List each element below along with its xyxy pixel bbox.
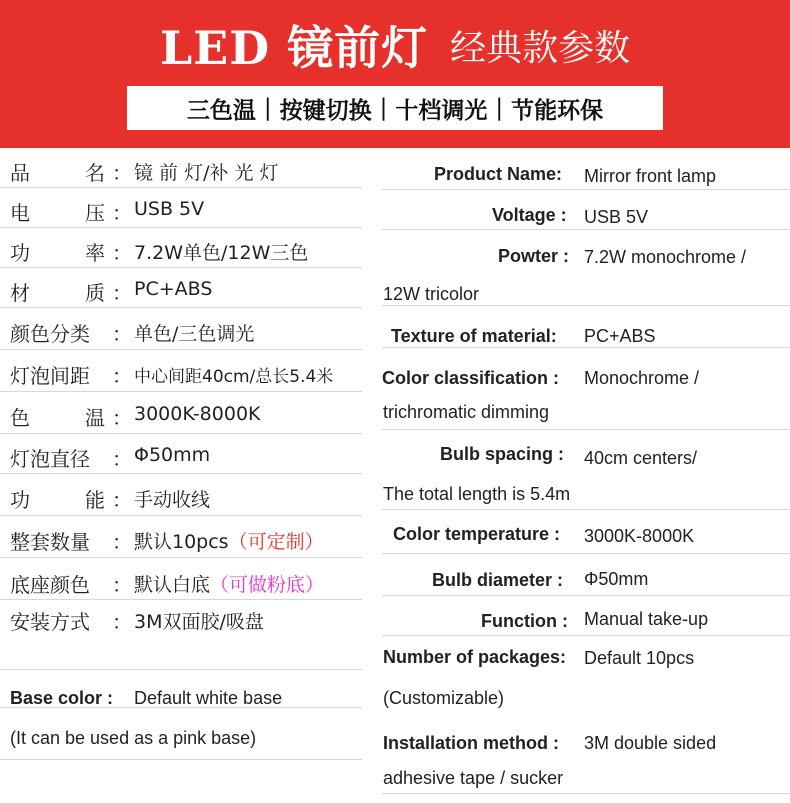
feature-separator: | xyxy=(379,95,388,121)
en-spec-label xyxy=(440,444,564,465)
cn-spec-row xyxy=(0,392,362,434)
colon: ： xyxy=(112,610,132,634)
colon: ： xyxy=(112,364,132,388)
title-main: LED 镜前灯 xyxy=(159,21,429,75)
en-spec-label xyxy=(498,246,569,267)
cn-spec-value: PC+ABS xyxy=(134,278,213,300)
colon: ： xyxy=(112,201,132,225)
cn-spec-row xyxy=(0,600,362,670)
label-char: 名 xyxy=(85,161,105,185)
colon: ： xyxy=(112,530,132,554)
label-char: 材 xyxy=(10,281,30,305)
en-spec-label-text: Powter : xyxy=(498,246,570,266)
cn-spec-value: 镜 前 灯/补 光 灯 xyxy=(134,162,279,184)
en-spec-value: Manual take-up xyxy=(584,609,709,629)
cn-spec-value xyxy=(134,570,324,597)
en-spec-row-cont xyxy=(382,758,790,794)
cn-spec-value: Φ50mm xyxy=(134,444,211,466)
en-spec-row xyxy=(382,190,790,230)
en-spec-row xyxy=(382,554,790,596)
cn-spec-label: 安装方式 xyxy=(10,610,90,634)
cn-spec-label xyxy=(10,402,105,431)
cn-spec-label: 灯泡间距 xyxy=(10,364,90,388)
cn-spec-label xyxy=(10,484,105,513)
feature-item: 三色温 xyxy=(186,97,256,124)
en-spec-value-cont: 12W tricolor xyxy=(383,284,480,304)
en-spec-label xyxy=(434,164,562,185)
en-spec-row xyxy=(382,636,790,676)
en-spec-value: Φ50mm xyxy=(584,569,649,589)
en-spec-label xyxy=(393,524,560,545)
colon: ： xyxy=(112,488,132,512)
en-spec-row xyxy=(382,348,790,388)
cn-spec-value: 3M双面胶/吸盘 xyxy=(134,611,264,633)
en-spec-value: 7.2W monochrome / xyxy=(584,247,747,267)
en-spec-row-cont xyxy=(382,388,790,430)
cn-spec-label xyxy=(10,237,105,266)
feature-item: 节能环保 xyxy=(511,97,604,124)
en-spec-value: 3M double sided xyxy=(584,733,717,753)
cn-spec-label xyxy=(10,277,105,306)
cn-spec-label xyxy=(10,197,105,226)
cn-spec-value-text: 默认10pcs xyxy=(134,531,229,553)
feature-item: 按键切换 xyxy=(279,97,372,124)
label-char: 质 xyxy=(85,281,105,305)
en-spec-row xyxy=(382,430,790,470)
label-char: 率 xyxy=(85,241,105,265)
en-spec-row-cont xyxy=(382,270,790,306)
en-spec-value: 40cm centers/ xyxy=(584,448,698,468)
cn-spec-row xyxy=(0,148,362,188)
label-char: 温 xyxy=(85,406,105,430)
colon: ： xyxy=(112,161,132,185)
en-spec-row xyxy=(382,306,790,348)
label-char: 色 xyxy=(10,406,30,430)
cn-spec-row xyxy=(0,308,362,350)
en-spec-label-text: Product Name: xyxy=(434,164,563,184)
cn-spec-value: USB 5V xyxy=(134,198,205,220)
colon: ： xyxy=(112,241,132,265)
en-spec-label xyxy=(432,570,563,591)
colon: ： xyxy=(112,281,132,305)
cn-spec-row xyxy=(0,516,362,558)
label-char: 电 xyxy=(10,201,30,225)
cn-spec-row xyxy=(0,434,362,474)
en-spec-value-cont: adhesive tape / sucker xyxy=(383,768,564,788)
en-spec-row xyxy=(382,230,790,270)
cn-spec-row xyxy=(0,228,362,268)
cn-spec-note: （可做粉底） xyxy=(210,574,325,596)
cn-spec-label: 底座颜色 xyxy=(10,573,90,597)
cn-spec-value: 中心间距40cm/总长5.4米 xyxy=(134,367,334,387)
en-spec-label-text: Color classification : xyxy=(382,368,560,388)
en-spec-value-cont: trichromatic dimming xyxy=(383,402,550,422)
label-char: 功 xyxy=(10,488,30,512)
en-spec-value: Default white base xyxy=(134,688,283,708)
en-spec-label xyxy=(492,205,567,226)
cn-spec-row xyxy=(0,558,362,600)
cn-spec-value xyxy=(134,527,324,554)
header-banner xyxy=(0,0,790,148)
en-spec-row-cont xyxy=(382,676,790,718)
label-char: 能 xyxy=(85,488,105,512)
colon: ： xyxy=(112,406,132,430)
page-title xyxy=(0,12,790,78)
cn-spec-row xyxy=(0,350,362,392)
en-spec-label xyxy=(481,611,568,632)
en-spec-value: Default 10pcs xyxy=(584,648,695,668)
cn-spec-value: 单色/三色调光 xyxy=(134,323,255,345)
en-spec-label xyxy=(383,647,566,668)
en-spec-value: USB 5V xyxy=(584,207,649,227)
en-spec-value-cont: The total length is 5.4m xyxy=(383,484,571,504)
en-spec-row xyxy=(382,596,790,636)
en-spec-label xyxy=(391,326,557,347)
feature-bar xyxy=(127,86,663,130)
cn-spec-row xyxy=(0,474,362,516)
en-spec-label-text: Installation method : xyxy=(383,733,560,753)
cn-spec-label: 灯泡直径 xyxy=(10,447,90,471)
en-spec-label-text: Number of packages: xyxy=(383,647,567,667)
cn-spec-label: 整套数量 xyxy=(10,530,90,554)
feature-separator: | xyxy=(495,95,504,121)
en-spec-label xyxy=(10,688,113,709)
en-spec-value: Monochrome / xyxy=(584,368,700,388)
en-spec-label-text: Function : xyxy=(481,611,568,631)
en-spec-label-text: Texture of material: xyxy=(391,326,557,346)
en-spec-label-text: Base color : xyxy=(10,688,114,708)
colon: ： xyxy=(112,322,132,346)
en-spec-value: PC+ABS xyxy=(584,326,656,346)
en-spec-value: 3000K-8000K xyxy=(584,526,695,546)
en-spec-row-cont xyxy=(0,708,362,760)
en-spec-row xyxy=(382,510,790,554)
en-spec-row xyxy=(382,148,790,190)
en-spec-label-text: Bulb spacing : xyxy=(440,444,565,464)
cn-spec-value: 3000K-8000K xyxy=(134,403,261,425)
colon: ： xyxy=(112,573,132,597)
en-spec-label-text: Voltage : xyxy=(492,205,567,225)
title-sub: 经典款参数 xyxy=(450,27,631,69)
cn-spec-note: （可定制） xyxy=(228,531,324,553)
cn-spec-row xyxy=(0,268,362,308)
label-char: 品 xyxy=(10,161,30,185)
cn-spec-value: 7.2W单色/12W三色 xyxy=(134,242,309,264)
cn-spec-label: 颜色分类 xyxy=(10,322,90,346)
en-spec-row-cont xyxy=(382,470,790,510)
en-spec-label xyxy=(383,733,559,754)
en-spec-label-text: Color temperature : xyxy=(393,524,561,544)
label-char: 功 xyxy=(10,241,30,265)
en-spec-value: Mirror front lamp xyxy=(584,166,717,186)
feature-separator: | xyxy=(263,95,272,121)
en-spec-row xyxy=(0,670,362,708)
cn-spec-value: 手动收线 xyxy=(134,489,211,511)
colon: ： xyxy=(112,447,132,471)
cn-spec-label xyxy=(10,157,105,186)
en-spec-label xyxy=(382,368,559,389)
cn-spec-value-text: 默认白底 xyxy=(134,574,211,596)
label-char: 压 xyxy=(85,201,105,225)
en-spec-row xyxy=(382,718,790,758)
feature-item: 十档调光 xyxy=(395,97,488,124)
en-spec-value-cont: (Customizable) xyxy=(383,688,505,708)
cn-spec-row xyxy=(0,188,362,228)
en-spec-value-cont: (It can be used as a pink base) xyxy=(10,728,257,748)
en-spec-label-text: Bulb diameter : xyxy=(432,570,564,590)
